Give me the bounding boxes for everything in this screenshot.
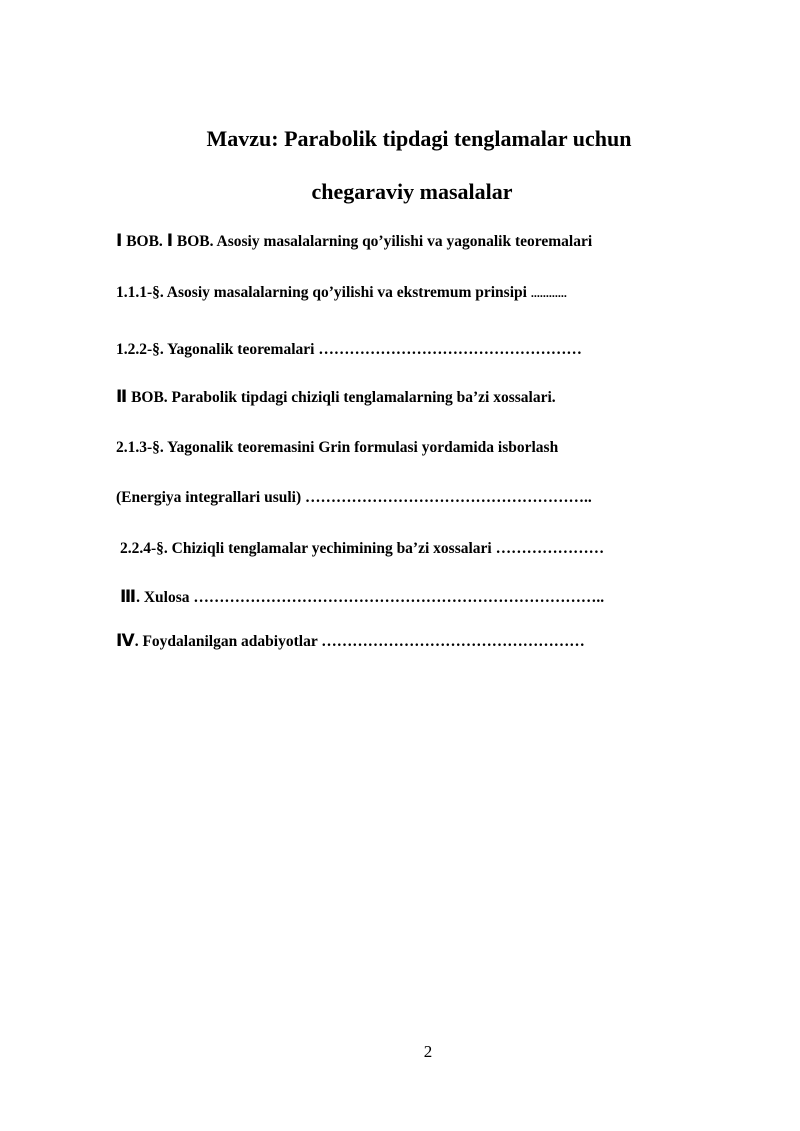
toc-entry-section-1-1 bbox=[116, 285, 567, 301]
toc-entry-section-2-1-continued bbox=[116, 490, 592, 506]
roman-numeral: Ⅱ bbox=[116, 387, 128, 407]
toc-entry-chapter-1 bbox=[116, 233, 592, 250]
toc-entry-text: BOB. Asosiy masalalarning qo’yilishi va yagonalik teoremalari bbox=[173, 233, 593, 250]
toc-entry-text: 2.1.3‑§. Yagonalik teoremasini Grin formulasi yordamida isborlash bbox=[116, 439, 559, 456]
toc-entry-text: 1.2.2‑§. Yagonalik teoremalari …………………………………………… bbox=[116, 341, 582, 358]
roman-numeral: Ⅰ bbox=[166, 231, 174, 251]
toc-entry-section-1-2 bbox=[116, 342, 582, 358]
toc-entry-section-2-2 bbox=[120, 541, 604, 557]
toc-entry-text: BOB. bbox=[122, 233, 167, 250]
page-number: 2 bbox=[423, 1042, 433, 1061]
toc-entry-text: BOB. Parabolik tipdagi chiziqli tenglamalarning ba’zi xossalari. bbox=[127, 389, 556, 406]
toc-entry-text: . Foydalanilgan adabiyotlar …………………………………………… bbox=[134, 633, 585, 650]
toc-entry-text: . Xulosa …………………………………………………………………….. bbox=[136, 589, 605, 606]
toc-entry-text: (Energiya integrallari usuli) ……………………………………………….. bbox=[116, 489, 592, 506]
toc-leader-dots: ............ bbox=[530, 286, 567, 300]
toc-entry-section-2-1 bbox=[116, 440, 558, 456]
roman-numeral: Ⅳ bbox=[116, 631, 135, 651]
roman-numeral: Ⅰ bbox=[116, 231, 123, 251]
toc-entry-references bbox=[116, 633, 585, 650]
toc-entry-text: 2.2.4‑§. Chiziqli tenglamalar yechimining ba’zi xossalari ………………… bbox=[120, 540, 605, 557]
toc-entry-chapter-2 bbox=[116, 389, 556, 406]
document-title-line-2: chegaraviy masalalar bbox=[311, 179, 513, 204]
roman-numeral: Ⅲ bbox=[120, 587, 137, 607]
toc-entry-conclusion bbox=[120, 589, 604, 606]
document-title-line-1: Mavzu: Parabolik tipdagi tenglamalar uchun bbox=[206, 126, 632, 151]
toc-entry-text: 1.1.1‑§. Asosiy masalalarning qo’yilishi va ekstremum prinsipi bbox=[116, 284, 531, 301]
